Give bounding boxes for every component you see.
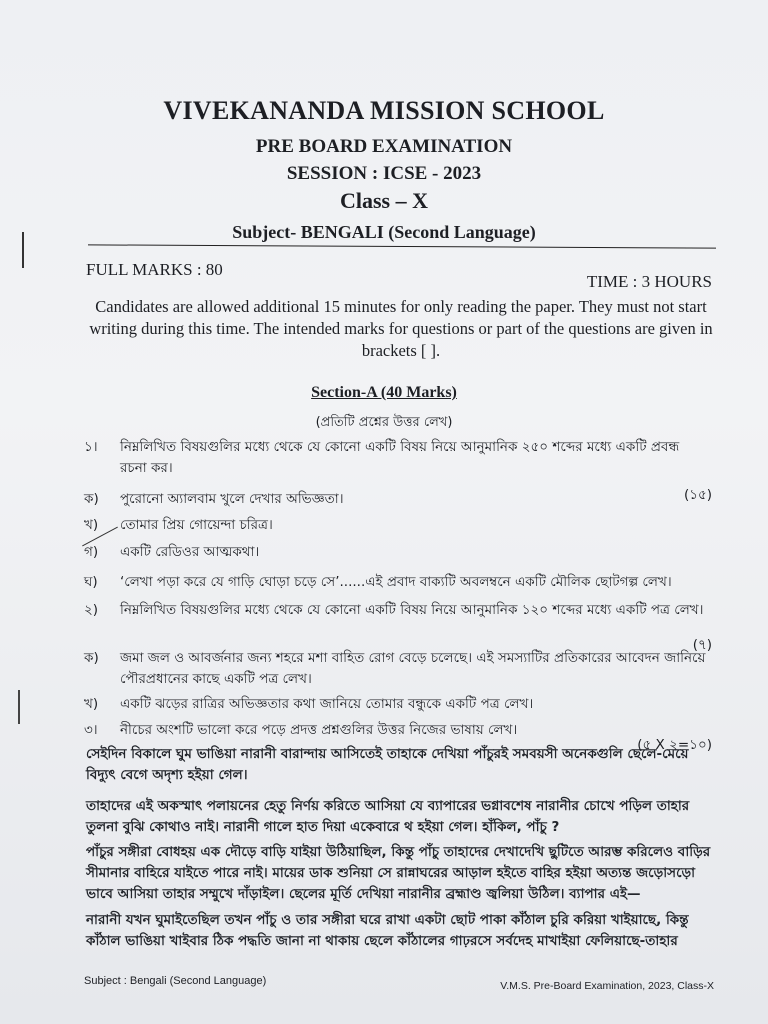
- option-number: খ): [84, 696, 99, 712]
- option-text: তোমার প্রিয় গোয়েন্দা চরিত্র।: [120, 517, 273, 533]
- option-text: জমা জল ও আবর্জনার জন্য শহরে মশা বাহিত রোগ বেড়ে চলেছে। এই সমস্যাটির প্রতিকারের আবেদন জানিয়ে পৌরপ্রধানের কাছে একটি পত্র লেখ।: [120, 650, 706, 687]
- option-text: একটি রেডিওর আত্মকথা।: [120, 544, 260, 560]
- passage-paragraph: নারানী যখন ঘুমাইতেছিল তখন পাঁচু ও তার সঙ্গীরা ঘরে রাখা একটা ছোট পাকা কাঁঠাল চুরি করিয়া খাইয়াছে, কিন্তু কাঁঠাল ভাঙিয়া খাইবার ঠিক পদ্ধতি জানা না থাকায় ছেলে কাঁঠালের গাঢ়রসে সর্বদেহ মাখাইয়া ফেলিয়াছে-তাহার: [86, 912, 689, 949]
- instructions: Candidates are allowed additional 15 minutes for only reading the paper. They must not start writing during this time. The intended marks for questions or part of the questions are given in brackets [ ].: [89, 297, 713, 360]
- section-subtitle: (প্রতিটি প্রশ্নের উত্তর লেখ): [315, 415, 453, 430]
- class-label: Class – X: [339, 188, 428, 213]
- school-name: VIVEKANANDA MISSION SCHOOL: [163, 96, 605, 125]
- exam-time: TIME : 3 HOURS: [586, 272, 712, 291]
- passage-paragraph: পাঁচুর সঙ্গীরা বোধহয় এক দৌড়ে বাড়ি যাইয়া উঠিয়াছিল, কিন্তু পাঁচু তাহাদের দেখাদেখি ছুটিতে আরম্ভ করিলেও বাড়ির সীমানার বাহিরে যাইতে পারে নাই। মায়ের ডাক শুনিয়া সে রান্নাঘরের আড়াল হইতে বাহির হইয়া অত্যন্ত জড়োসড়ো ভাবে আসিয়া তাহার সম্মুখে দাঁড়াইল। ছেলের মূর্তি দেখিয়া নারানীর ব্রহ্মাণ্ড জ্বলিয়া উঠিল। ব্যাপার এই—: [86, 844, 711, 902]
- option-number: গ): [84, 544, 99, 560]
- question-marks: (১৫): [683, 487, 712, 503]
- option-text: একটি ঝড়ের রাত্রির অভিজ্ঞতার কথা জানিয়ে তোমার বন্ধুকে একটি পত্র লেখ।: [120, 696, 534, 712]
- subject-label: Subject- BENGALI (Second Language): [232, 222, 536, 242]
- question-number: ৩।: [84, 722, 98, 738]
- footer-subject: Subject : Bengali (Second Language): [84, 975, 267, 987]
- question-number: ২): [84, 602, 99, 618]
- header-divider: [88, 244, 716, 248]
- option-number: ঘ): [84, 574, 98, 590]
- option-text: পুরোনো অ্যালবাম খুলে দেখার অভিজ্ঞতা।: [120, 491, 344, 507]
- passage-paragraph: সেইদিন বিকালে ঘুম ভাঙিয়া নারানী বারান্দায় আসিতেই তাহাকে দেখিয়া পাঁচুরই সমবয়সী অনেকগুলি ছেলে-মেয়ে বিদ্যুৎ বেগে অদৃশ্য হইয়া গেল।: [86, 746, 689, 783]
- option-number: ক): [84, 650, 99, 666]
- footer-exam-info: V.M.S. Pre-Board Examination, 2023, Class-X: [500, 980, 714, 992]
- option-number: খ): [84, 517, 99, 533]
- exam-title: PRE BOARD EXAMINATION: [255, 136, 513, 157]
- margin-mark: [18, 690, 20, 724]
- option-text: ‘লেখা পড়া করে যে গাড়ি ঘোড়া চড়ে সে’......এই প্রবাদ বাক্যটি অবলম্বনে একটি মৌলিক ছোটগল্প লেখ।: [120, 574, 672, 590]
- question-text: নিম্নলিখিত বিষয়গুলির মধ্যে থেকে যে কোনো একটি বিষয় নিয়ে আনুমানিক ১২০ শব্দের মধ্যে একটি পত্র লেখ।: [120, 602, 704, 618]
- question-marks: (৭): [692, 637, 712, 653]
- question-number: ১।: [84, 439, 98, 455]
- option-number: ক): [84, 491, 99, 507]
- session-label: SESSION : ICSE - 2023: [286, 163, 482, 184]
- question-text: নিম্নলিখিত বিষয়গুলির মধ্যে থেকে যে কোনো একটি বিষয় নিয়ে আনুমানিক ২৫০ শব্দের মধ্যে একটি প্রবন্ধ রচনা কর।: [120, 439, 680, 476]
- question-text: নীচের অংশটি ভালো করে পড়ে প্রদত্ত প্রশ্নগুলির উত্তর নিজের ভাষায় লেখ।: [120, 722, 518, 738]
- passage-paragraph: তাহাদের এই অকস্মাৎ পলায়নের হেতু নির্ণয় করিতে আসিয়া যে ব্যাপারের ভগ্নাবশেষ নারানীর চোখে পড়িল তাহার তুলনা বুঝি কোথাও নাই। নারানী গালে হাত দিয়া একেবারে থ হইয়া গেল। হাঁকিল, পাঁচু ?: [86, 798, 690, 835]
- section-title: Section-A (40 Marks): [311, 384, 457, 401]
- full-marks: FULL MARKS : 80: [86, 260, 223, 279]
- question-marks: (৫ X ২=১০): [637, 737, 712, 753]
